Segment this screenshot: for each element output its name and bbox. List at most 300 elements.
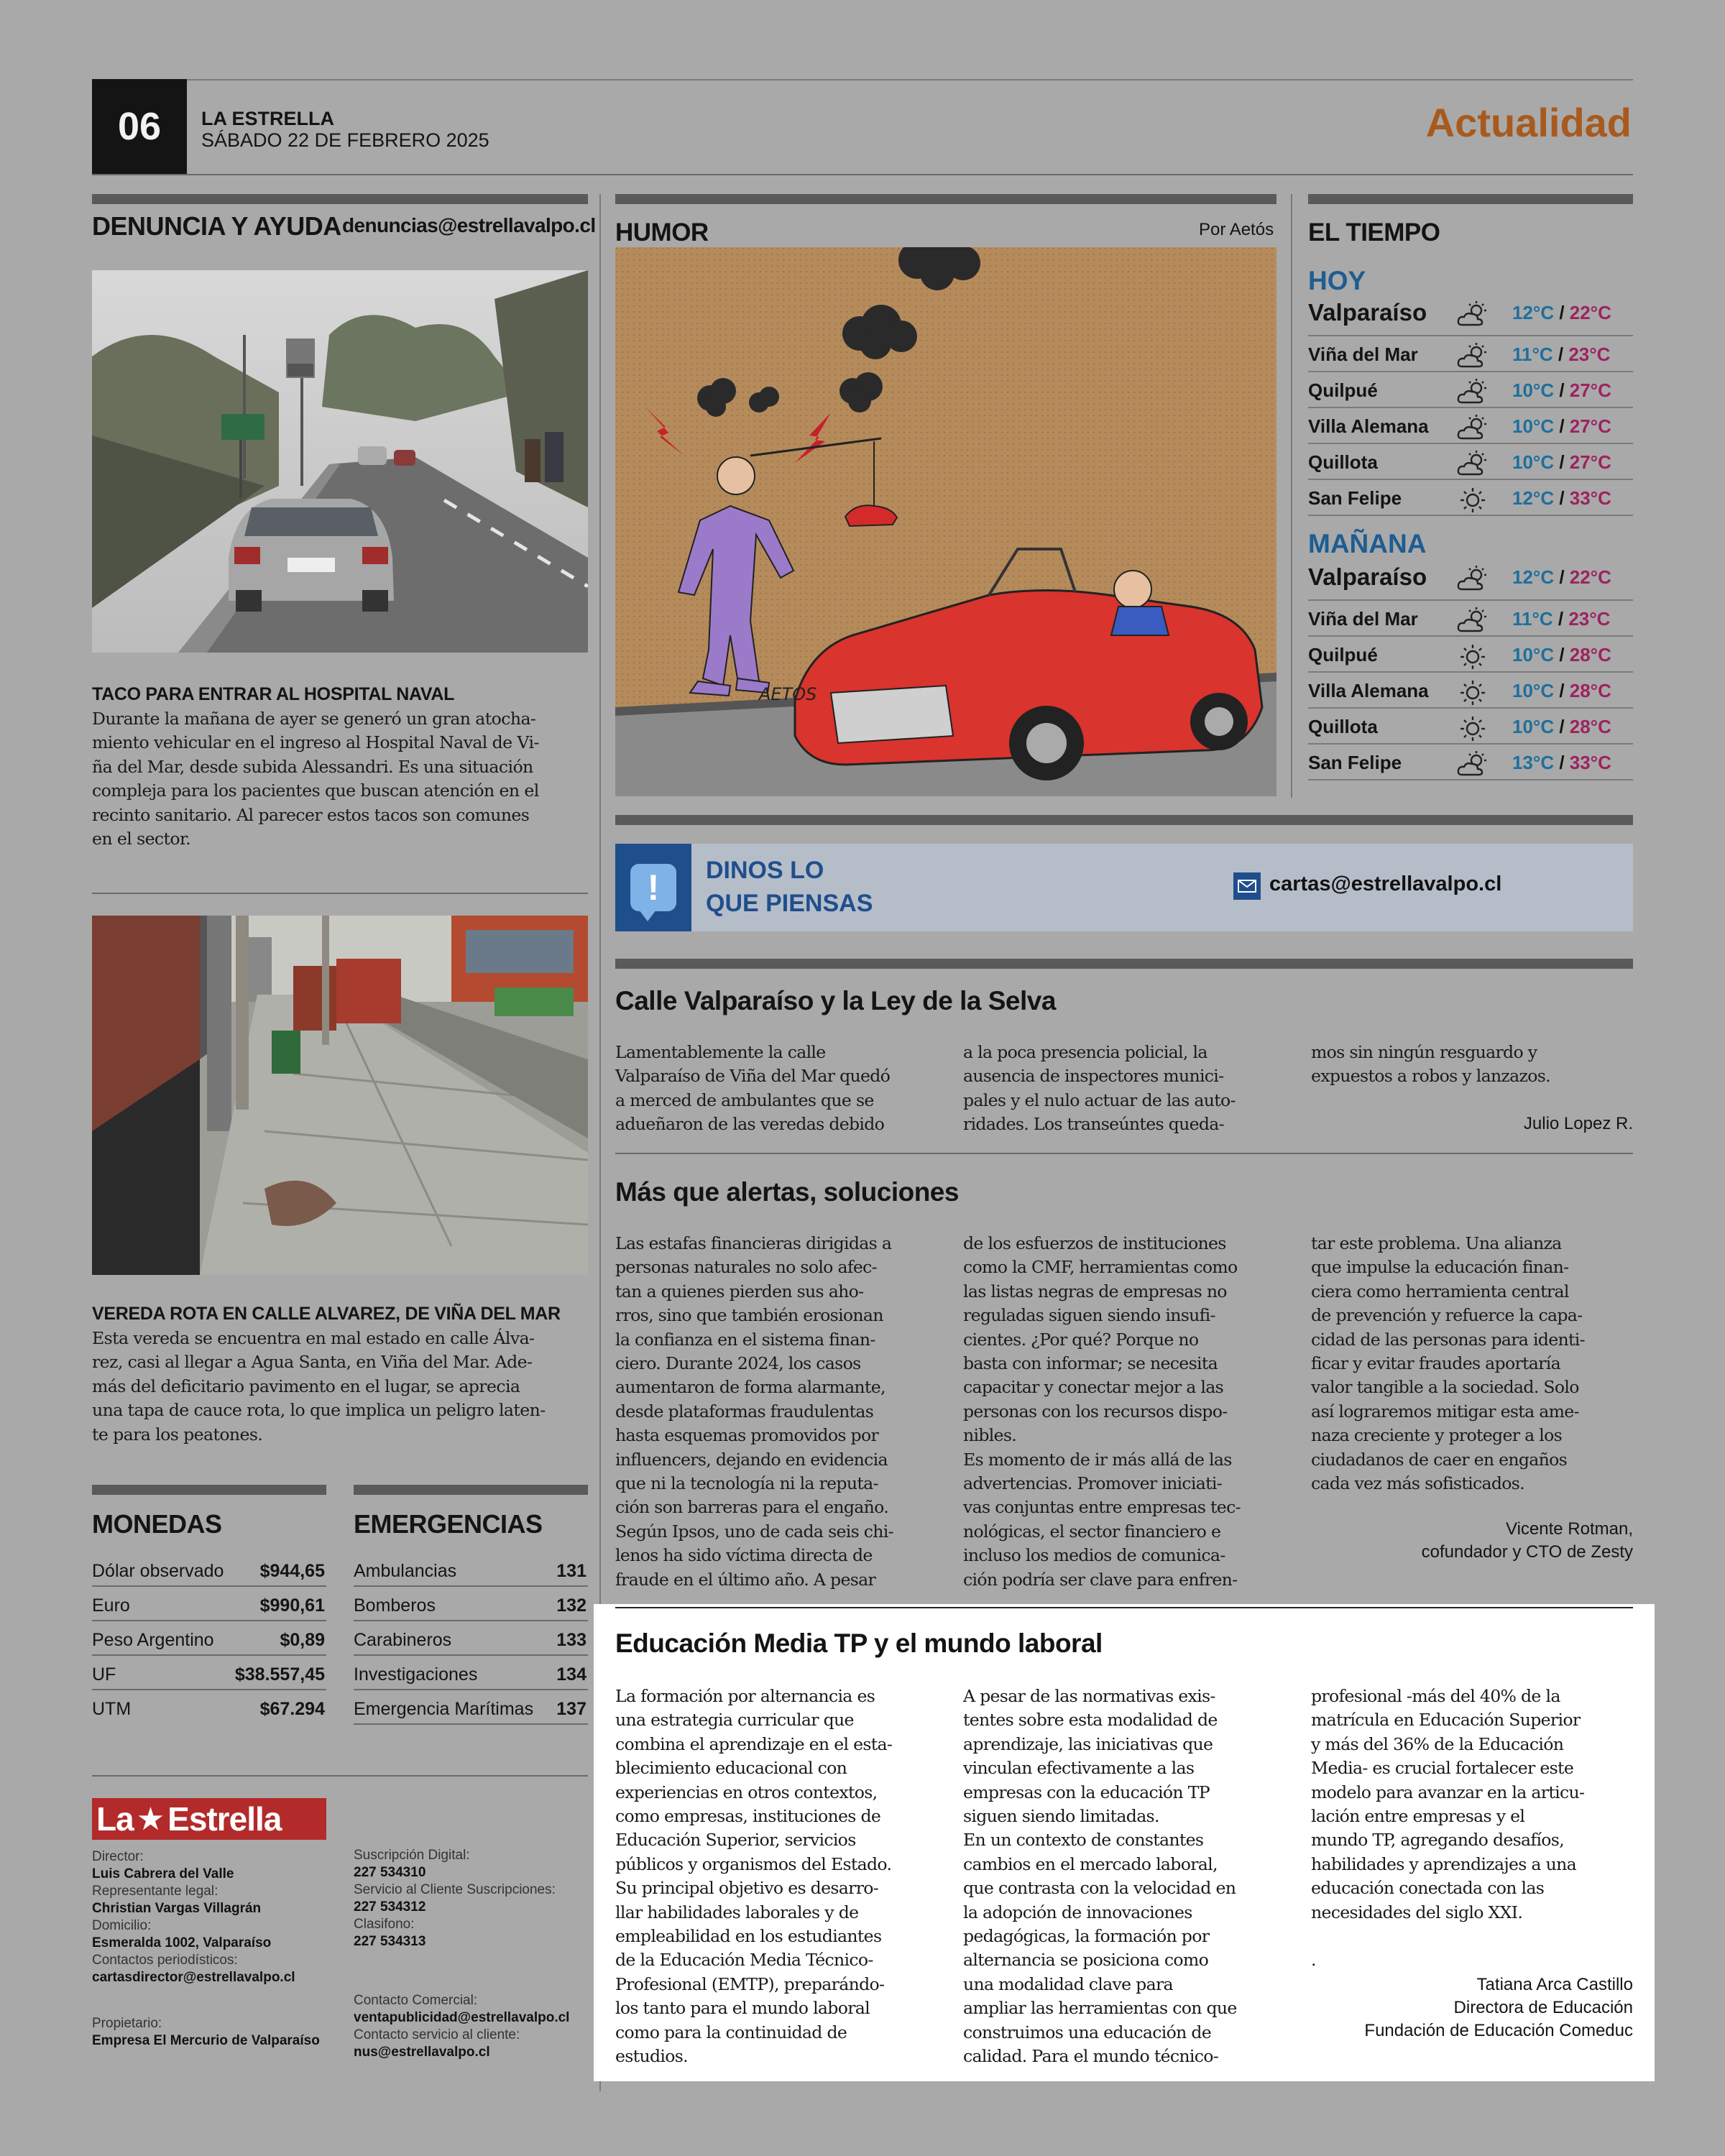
weather-row xyxy=(1308,745,1633,780)
text-line: que impulse la educación finan- xyxy=(1311,1257,1569,1278)
currency-row xyxy=(92,1552,326,1587)
text-line: mundo TP, agregando desafíos, xyxy=(1311,1830,1565,1851)
imprint-label: Contactos periodísticos: xyxy=(92,1953,238,1968)
weather-city: Valparaíso xyxy=(1308,299,1427,326)
temp-max: 22°C xyxy=(1569,566,1611,588)
weather-temps xyxy=(1512,752,1611,774)
weather-row xyxy=(1308,336,1633,372)
partly-cloudy-icon xyxy=(1456,750,1489,779)
temp-max: 23°C xyxy=(1568,608,1611,630)
sunny-icon xyxy=(1456,486,1489,515)
text-line: una tapa de cauce rota, lo que implica un peligro laten- xyxy=(92,1400,546,1421)
text-line: blecimiento educacional con xyxy=(615,1758,847,1779)
signature-line: Directora de Educación xyxy=(1453,1998,1633,2017)
divider xyxy=(615,1153,1633,1154)
emergencias-bar xyxy=(354,1485,588,1495)
text-line: reguladas siguen siendo insufi- xyxy=(963,1305,1215,1326)
letter-column xyxy=(1311,1232,1633,1496)
temp-max: 33°C xyxy=(1569,487,1611,509)
text-line: experiencias en otros contextos, xyxy=(615,1782,878,1802)
partly-cloudy-icon xyxy=(1456,414,1489,443)
temp-sep: / xyxy=(1552,344,1569,365)
letter-column xyxy=(615,1041,946,1137)
imprint-label: Representante legal: xyxy=(92,1884,218,1899)
logo-text-left: La xyxy=(96,1800,134,1838)
imprint-value: 227 534313 xyxy=(354,1934,426,1949)
imprint-value: Esmeralda 1002, Valparaíso xyxy=(92,1935,272,1950)
text-line: ausencia de inspectores munici- xyxy=(963,1066,1224,1087)
weather-city: Quilpué xyxy=(1308,379,1378,401)
temp-min: 10°C xyxy=(1512,379,1555,401)
weather-title: EL TIEMPO xyxy=(1308,218,1440,247)
imprint-label: Propietario: xyxy=(92,2016,162,2031)
text-line: miento vehicular en el ingreso al Hospital Naval de Vi- xyxy=(92,732,539,753)
weather-temps xyxy=(1512,716,1611,738)
weather-row xyxy=(1308,559,1633,601)
humor-title: HUMOR xyxy=(615,218,709,247)
text-line: Según Ipsos, uno de cada seis chi- xyxy=(615,1521,893,1542)
weather-temps xyxy=(1512,644,1611,666)
letters-bar xyxy=(615,959,1633,969)
text-line: Su principal objetivo es desarro- xyxy=(615,1878,879,1899)
currency-value: $67.294 xyxy=(259,1699,325,1719)
letter-signature xyxy=(1524,1112,1633,1135)
column-separator xyxy=(1291,194,1292,798)
dinos-line2: QUE PIENSAS xyxy=(706,890,873,917)
currency-name: Euro xyxy=(92,1595,130,1616)
weather-today-label: HOY xyxy=(1308,266,1366,295)
imprint-label: Clasifono: xyxy=(354,1917,415,1932)
temp-min: 10°C xyxy=(1512,644,1555,665)
temp-max: 27°C xyxy=(1569,379,1611,401)
text-line: En un contexto de constantes xyxy=(963,1830,1204,1851)
currency-row xyxy=(92,1587,326,1621)
text-line: Profesional (EMTP), preparándo- xyxy=(615,1973,885,1994)
weather-tomorrow-label: MAÑANA xyxy=(1308,529,1427,558)
weather-city: San Felipe xyxy=(1308,752,1402,773)
text-line: ciero. Durante 2024, los casos xyxy=(615,1353,861,1374)
item1-title: TACO PARA ENTRAR AL HOSPITAL NAVAL xyxy=(92,684,455,704)
text-line: más del deficitario pavimento en el lugar, se aprecia xyxy=(92,1376,520,1396)
currency-value: $944,65 xyxy=(259,1561,325,1581)
denuncia-bar xyxy=(92,194,588,204)
weather-row xyxy=(1308,637,1633,673)
signature-line: cofundador y CTO de Zesty xyxy=(1421,1542,1633,1562)
weather-temps xyxy=(1512,566,1611,589)
sidewalk-photo xyxy=(92,916,588,1275)
text-line: alternancia se posiciona como xyxy=(963,1950,1209,1971)
text-line: advertencias. Promover iniciati- xyxy=(963,1473,1223,1494)
text-line: te para los peatones. xyxy=(92,1424,263,1445)
temp-min: 12°C xyxy=(1512,302,1555,323)
emergency-number[interactable]: 132 xyxy=(556,1595,586,1616)
temp-max: 27°C xyxy=(1569,451,1611,473)
emergency-row xyxy=(354,1656,588,1690)
temp-sep: / xyxy=(1554,451,1570,473)
text-line: matrícula en Educación Superior xyxy=(1311,1710,1581,1731)
imprint-label: Contacto Comercial: xyxy=(354,1993,478,2008)
letter-title: Educación Media TP y el mundo laboral xyxy=(615,1628,1103,1658)
partly-cloudy-icon xyxy=(1456,342,1489,371)
text-line: ción podría ser clave para enfren- xyxy=(963,1569,1238,1590)
text-line: fraude en el último año. A pesar xyxy=(615,1569,876,1590)
temp-sep: / xyxy=(1554,680,1570,701)
imprint-value: 227 534312 xyxy=(354,1899,426,1915)
header-rule xyxy=(92,174,1633,175)
weather-city: Villa Alemana xyxy=(1308,415,1429,437)
imprint-value: Luis Cabrera del Valle xyxy=(92,1866,234,1881)
text-line: empresas con la educación TP xyxy=(963,1782,1210,1802)
weather-city: Viña del Mar xyxy=(1308,344,1418,365)
temp-sep: / xyxy=(1554,644,1570,665)
temp-min: 10°C xyxy=(1512,680,1555,701)
imprint-owner: Empresa El Mercurio de Valparaíso xyxy=(92,2033,320,2048)
temp-sep: / xyxy=(1554,716,1570,737)
denuncia-email[interactable]: denuncias@estrellavalpo.cl xyxy=(342,214,596,236)
text-line: ción son barreras para el engaño. xyxy=(615,1497,889,1518)
sunny-icon xyxy=(1456,642,1489,671)
temp-min: 13°C xyxy=(1512,752,1555,773)
emergency-row xyxy=(354,1621,588,1656)
dinos-line1: DINOS LO xyxy=(706,857,824,884)
temp-max: 28°C xyxy=(1569,680,1611,701)
emergency-number[interactable]: 137 xyxy=(556,1699,586,1719)
text-line: de la Educación Media Técnico- xyxy=(615,1950,873,1971)
text-line: de los esfuerzos de instituciones xyxy=(963,1233,1226,1253)
imprint-left xyxy=(92,1848,336,2050)
weather-row xyxy=(1308,408,1633,444)
envelope-icon xyxy=(1233,872,1261,900)
text-line: Educación Superior, servicios xyxy=(615,1830,856,1851)
currency-row xyxy=(92,1690,326,1725)
text-line: la confianza en el sistema finan- xyxy=(615,1329,875,1350)
text-line: como para la continuidad de xyxy=(615,2022,847,2042)
emergency-row xyxy=(354,1552,588,1587)
text-line: ciera como herramienta central xyxy=(1311,1281,1569,1302)
letter-column xyxy=(963,1041,1294,1137)
emergency-name: Carabineros xyxy=(354,1630,452,1650)
currency-row xyxy=(92,1621,326,1656)
weather-row xyxy=(1308,480,1633,516)
temp-sep: / xyxy=(1554,415,1570,437)
text-line: aprendizaje, las iniciativas que xyxy=(963,1733,1213,1754)
text-line: . xyxy=(1311,1950,1316,1971)
top-rule xyxy=(92,79,1633,80)
imprint-value: Christian Vargas Villagrán xyxy=(92,1901,262,1916)
sunny-icon xyxy=(1456,678,1489,707)
dinos-banner xyxy=(615,844,1633,931)
imprint-email[interactable]: cartasdirector@estrellavalpo.cl xyxy=(92,1970,295,1985)
text-line: profesional -más del 40% de la xyxy=(1311,1686,1560,1706)
logo-text-right: Estrella xyxy=(167,1800,282,1838)
text-line: empleabilidad en los estudiantes xyxy=(615,1926,882,1947)
text-line: compleja para los pacientes que buscan atención en el xyxy=(92,780,539,801)
item2-text xyxy=(92,1327,588,1447)
weather-temps xyxy=(1512,451,1611,474)
currency-value: $990,61 xyxy=(259,1595,325,1616)
signature-line: Vicente Rotman, xyxy=(1506,1519,1633,1539)
imprint-label: Domicilio: xyxy=(92,1918,152,1933)
la-estrella-logo xyxy=(92,1798,326,1840)
text-line: naza creciente y proteger a los xyxy=(1311,1425,1563,1446)
section-title: Actualidad xyxy=(1425,100,1632,145)
text-line: hasta esquemas promovidos por xyxy=(615,1425,879,1446)
text-line: tentes sobre esta modalidad de xyxy=(963,1710,1218,1731)
imprint-email[interactable]: nus@estrellavalpo.cl xyxy=(354,2045,490,2060)
letter-title: Más que alertas, soluciones xyxy=(615,1177,959,1207)
weather-temps xyxy=(1512,415,1611,438)
text-line: de prevención y refuerce la capa- xyxy=(1311,1305,1583,1326)
item1-text xyxy=(92,707,588,851)
text-line: llar habilidades laborales y de xyxy=(615,1902,859,1922)
text-line: vinculan efectivamente a las xyxy=(963,1758,1195,1779)
publication-info xyxy=(201,108,489,151)
text-line: vas conjuntas entre empresas tec- xyxy=(963,1497,1241,1518)
cartoon-illustration xyxy=(615,247,1276,796)
text-line: como empresas, instituciones de xyxy=(615,1806,881,1827)
monedas-bar xyxy=(92,1485,326,1495)
imprint-label: Director: xyxy=(92,1849,144,1864)
partly-cloudy-icon xyxy=(1456,378,1489,407)
text-line: Esta vereda se encuentra en mal estado en calle Álva- xyxy=(92,1328,535,1348)
temp-max: 28°C xyxy=(1569,716,1611,737)
sunny-icon xyxy=(1456,714,1489,743)
temp-max: 33°C xyxy=(1569,752,1611,773)
text-line: A pesar de las normativas exis- xyxy=(963,1686,1215,1706)
page-number: 06 xyxy=(92,79,187,174)
text-line: rez, casi al llegar a Agua Santa, en Viña del Mar. Ade- xyxy=(92,1352,533,1373)
weather-city: Quilpué xyxy=(1308,644,1378,665)
divider xyxy=(615,1607,1633,1608)
text-line: mos sin ningún resguardo y xyxy=(1311,1042,1537,1062)
emergency-number[interactable]: 133 xyxy=(556,1630,586,1650)
text-line: La formación por alternancia es xyxy=(615,1686,875,1706)
imprint-label: Suscripción Digital: xyxy=(354,1848,470,1863)
emergency-name: Ambulancias xyxy=(354,1561,457,1581)
text-line: aumentaron de forma alarmante, xyxy=(615,1377,886,1398)
letter-signature xyxy=(1364,1973,1633,2042)
currency-name: UF xyxy=(92,1664,116,1685)
text-line: pedagógicas, la formación por xyxy=(963,1926,1210,1947)
text-line: influencers, dejando en evidencia xyxy=(615,1449,888,1470)
text-line: lación entre empresas y el xyxy=(1311,1806,1525,1827)
text-line: Las estafas financieras dirigidas a xyxy=(615,1233,892,1253)
text-line: cambios en el mercado laboral, xyxy=(963,1853,1218,1874)
weather-bar xyxy=(1308,194,1633,204)
partly-cloudy-icon xyxy=(1456,450,1489,479)
text-line: incluso los medios de comunica- xyxy=(963,1545,1225,1566)
cartoon-signature: AETOS xyxy=(759,684,817,704)
text-line: Lamentablemente la calle xyxy=(615,1042,826,1062)
letter-column xyxy=(615,1232,946,1592)
text-line: públicos y organismos del Estado. xyxy=(615,1853,892,1874)
temp-sep: / xyxy=(1554,566,1570,588)
emergency-row xyxy=(354,1587,588,1621)
denuncia-title: DENUNCIA Y AYUDA xyxy=(92,211,341,241)
exclamation-bubble-icon: ! xyxy=(615,844,691,931)
text-line xyxy=(1311,1925,1633,1948)
humor-bar xyxy=(615,194,1276,204)
temp-min: 10°C xyxy=(1512,716,1555,737)
letter-column xyxy=(963,1232,1294,1592)
text-line: a la poca presencia policial, la xyxy=(963,1042,1208,1062)
text-line: ña del Mar, desde subida Alessandri. Es una situación xyxy=(92,756,533,777)
temp-sep: / xyxy=(1554,752,1570,773)
text-line: ridades. Los transeúntes queda- xyxy=(963,1114,1224,1135)
weather-city: Villa Alemana xyxy=(1308,680,1429,701)
letter-column xyxy=(1311,1685,1633,1972)
currency-value: $38.557,45 xyxy=(234,1664,325,1685)
text-line: capacitar y conectar mejor a las xyxy=(963,1377,1224,1398)
dinos-bar xyxy=(615,815,1633,825)
text-line: una estrategia curricular que xyxy=(615,1710,854,1731)
weather-city: Valparaíso xyxy=(1308,563,1427,590)
monedas-title: MONEDAS xyxy=(92,1509,222,1539)
currency-name: Peso Argentino xyxy=(92,1630,214,1650)
weather-temps xyxy=(1512,379,1611,402)
text-line: modelo para avanzar en la articu- xyxy=(1311,1782,1585,1802)
star-icon: ★ xyxy=(136,1801,165,1837)
letter-column xyxy=(963,1685,1294,2069)
text-line: expuestos a robos y lanzazos. xyxy=(1311,1066,1550,1087)
temp-max: 27°C xyxy=(1569,415,1611,437)
weather-city: San Felipe xyxy=(1308,487,1402,509)
text-line: en el sector. xyxy=(92,829,191,849)
imprint-right xyxy=(354,1847,598,2061)
weather-row xyxy=(1308,709,1633,745)
text-line: valor tangible a la sociedad. Solo xyxy=(1311,1377,1579,1398)
partly-cloudy-icon xyxy=(1456,565,1489,594)
text-line: ciudadanos de caer en engaños xyxy=(1311,1449,1568,1470)
dinos-email[interactable]: cartas@estrellavalpo.cl xyxy=(1269,872,1502,895)
text-line: pales y el nulo actuar de las auto- xyxy=(963,1089,1236,1110)
signature-line: Tatiana Arca Castillo xyxy=(1476,1975,1633,1994)
emergency-name: Emergencia Marítimas xyxy=(354,1699,534,1719)
publication-date: SÁBADO 22 DE FEBRERO 2025 xyxy=(201,129,489,151)
temp-sep: / xyxy=(1552,608,1569,630)
partly-cloudy-icon xyxy=(1456,607,1489,635)
text-line: una modalidad clave para xyxy=(963,1973,1173,1994)
text-line: las listas negras de empresas no xyxy=(963,1281,1227,1302)
text-line: construimos una educación de xyxy=(963,2022,1212,2042)
text-line: Es momento de ir más allá de las xyxy=(963,1449,1232,1470)
text-line: desde plataformas fraudulentas xyxy=(615,1401,874,1422)
text-line: habilidades y aprendizajes a una xyxy=(1311,1853,1576,1874)
temp-max: 22°C xyxy=(1569,302,1611,323)
weather-row xyxy=(1308,444,1633,480)
text-line: y más del 36% de la Educación xyxy=(1311,1733,1564,1754)
weather-temps xyxy=(1512,344,1610,366)
imprint-value: 227 534310 xyxy=(354,1865,426,1880)
weather-city: Viña del Mar xyxy=(1308,608,1418,630)
emergency-number[interactable]: 134 xyxy=(556,1664,586,1685)
text-line: personas naturales no solo afec- xyxy=(615,1257,877,1278)
weather-row xyxy=(1308,673,1633,709)
text-line: necesidades del siglo XXI. xyxy=(1311,1902,1523,1922)
temp-sep: / xyxy=(1554,379,1570,401)
currency-value: $0,89 xyxy=(280,1630,325,1650)
dinos-title xyxy=(706,854,873,920)
text-line: recinto sanitario. Al parecer estos tacos son comunes xyxy=(92,804,530,825)
text-line: ampliar las herramientas con que xyxy=(963,1998,1237,2019)
imprint-email[interactable]: ventapublicidad@estrellavalpo.cl xyxy=(354,2010,570,2025)
text-line: nibles. xyxy=(963,1425,1017,1446)
emergency-name: Investigaciones xyxy=(354,1664,478,1685)
currency-row xyxy=(92,1656,326,1690)
temp-sep: / xyxy=(1554,487,1570,509)
letter-column xyxy=(615,1685,946,2069)
text-line: Valparaíso de Viña del Mar quedó xyxy=(615,1066,891,1087)
temp-min: 11°C xyxy=(1512,344,1553,365)
text-line: basta con informar; se necesita xyxy=(963,1353,1218,1374)
humor-author: Por Aetós xyxy=(1199,220,1274,239)
text-line: calidad. Para el mundo técnico- xyxy=(963,2046,1219,2067)
weather-row xyxy=(1308,372,1633,408)
currency-name: Dólar observado xyxy=(92,1561,224,1581)
weather-temps xyxy=(1512,302,1611,324)
text-line: estudios. xyxy=(615,2046,688,2067)
emergency-row xyxy=(354,1690,588,1725)
text-line: educación conectada con las xyxy=(1311,1878,1545,1899)
text-line: cada vez más sofisticados. xyxy=(1311,1473,1524,1494)
text-line: la adopción de innovaciones xyxy=(963,1902,1192,1922)
text-line: ficar y evitar fraudes aportaría xyxy=(1311,1353,1560,1374)
temp-max: 23°C xyxy=(1568,344,1611,365)
text-line: siguen siendo limitadas. xyxy=(963,1806,1159,1827)
emergencias-title: EMERGENCIAS xyxy=(354,1509,543,1539)
text-line: rros, sino que también erosionan xyxy=(615,1305,883,1326)
text-line: cidad de las personas para identi- xyxy=(1311,1329,1585,1350)
temp-sep: / xyxy=(1554,302,1570,323)
imprint-label: Servicio al Cliente Suscripciones: xyxy=(354,1882,556,1897)
weather-row xyxy=(1308,295,1633,336)
text-line: lenos ha sido víctima directa de xyxy=(615,1545,873,1566)
letter-title: Calle Valparaíso y la Ley de la Selva xyxy=(615,986,1056,1015)
text-line: tan a quienes pierden sus aho- xyxy=(615,1281,864,1302)
signature-line: Julio Lopez R. xyxy=(1523,1114,1633,1133)
text-line: Durante la mañana de ayer se generó un gran atocha- xyxy=(92,709,536,729)
letter-signature xyxy=(1422,1518,1633,1564)
text-line: personas con los recursos dispo- xyxy=(963,1401,1228,1422)
imprint-label: Contacto servicio al cliente: xyxy=(354,2027,520,2042)
traffic-photo xyxy=(92,270,588,653)
text-line: que contrasta con la velocidad en xyxy=(963,1878,1236,1899)
divider xyxy=(92,1775,588,1777)
text-line: así lograremos mitigar esta ame- xyxy=(1311,1401,1579,1422)
item2-title: VEREDA ROTA EN CALLE ALVAREZ, DE VIÑA DEL MAR xyxy=(92,1304,561,1324)
signature-line: Fundación de Educación Comeduc xyxy=(1364,2021,1633,2040)
weather-temps xyxy=(1512,608,1610,630)
text-line: como la CMF, herramientas como xyxy=(963,1257,1238,1278)
text-line: que ni la tecnología ni la reputa- xyxy=(615,1473,878,1494)
text-line: combina el aprendizaje en el esta- xyxy=(615,1733,893,1754)
temp-min: 12°C xyxy=(1512,487,1555,509)
text-line: Media- es crucial fortalecer este xyxy=(1311,1758,1574,1779)
temp-min: 12°C xyxy=(1512,566,1555,588)
weather-temps xyxy=(1512,680,1611,702)
divider xyxy=(92,893,588,894)
weather-city: Quillota xyxy=(1308,716,1378,737)
emergency-name: Bomberos xyxy=(354,1595,436,1616)
text-line: a merced de ambulantes que se xyxy=(615,1089,874,1110)
weather-city: Quillota xyxy=(1308,451,1378,473)
emergency-number[interactable]: 131 xyxy=(556,1561,586,1581)
temp-min: 11°C xyxy=(1512,608,1553,630)
text-line: nológicas, el sector financiero e xyxy=(963,1521,1221,1542)
text-line: los tanto para el mundo laboral xyxy=(615,1998,870,2019)
partly-cloudy-icon xyxy=(1456,300,1489,329)
temp-max: 28°C xyxy=(1569,644,1611,665)
